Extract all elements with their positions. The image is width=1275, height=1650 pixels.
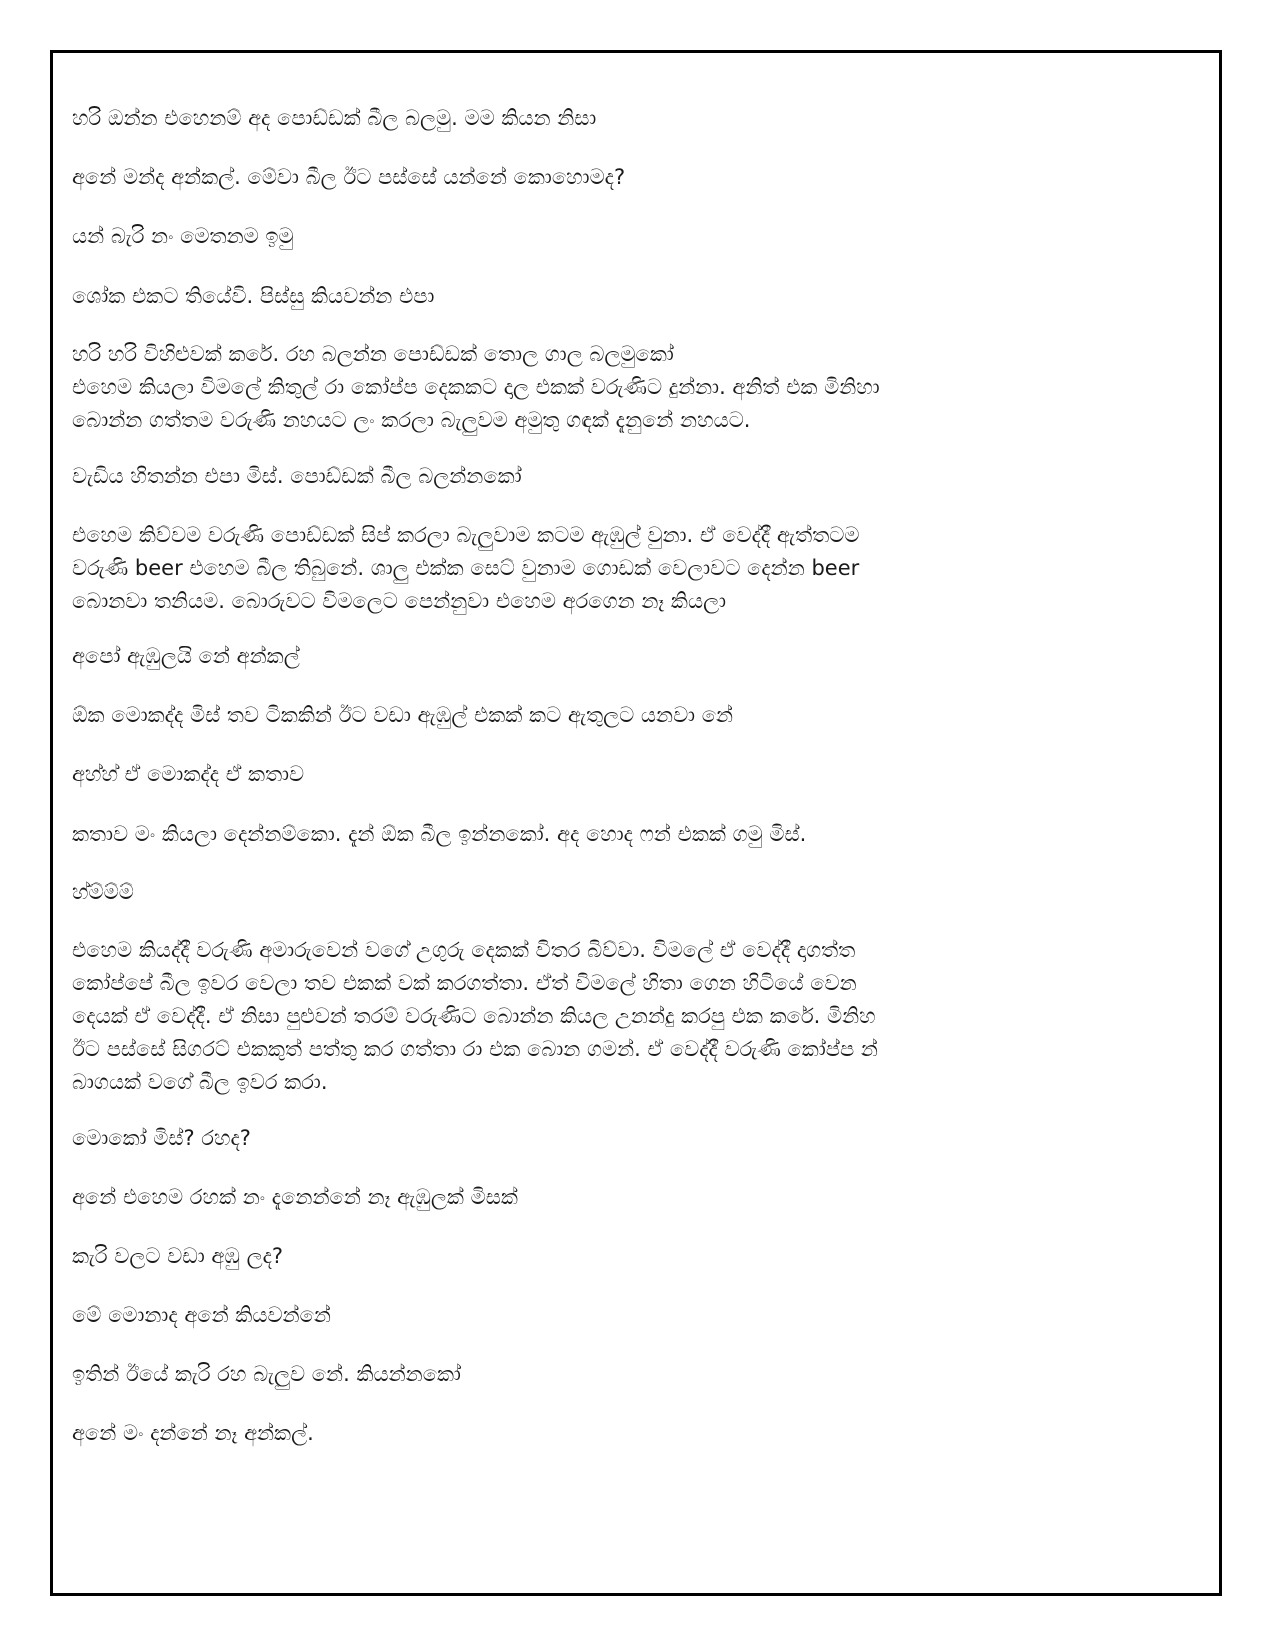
text-line: ශෝක එකට තියේවි. පිස්සු කියවන්න එපා	[72, 284, 435, 308]
text-line: හරි හරි විහිළුවක් කරේ. රහ බලන්න පොඩ්ඩක් තොල ගාල බලමුකෝ	[72, 342, 674, 366]
text-line: අනේ මං දන්නේ නෑ අන්කල්.	[72, 1421, 314, 1445]
paragraph-14	[72, 1122, 251, 1155]
paragraph-19	[72, 1417, 314, 1450]
text-line: එහෙම කියලා විමලේ කිතුල් රා කෝප්ප දෙකකට දාල එකක් වරුණිට දුන්නා. අනිත් එක මිනිහා	[72, 375, 880, 399]
paragraph-18	[72, 1358, 461, 1391]
text-line: අනේ මන්ද අන්කල්. මේවා බීල ඊට පස්සේ යන්නේ කොහොමද?	[72, 165, 626, 189]
paragraph-9	[72, 699, 733, 732]
paragraph-2	[72, 161, 625, 194]
paragraph-17	[72, 1299, 331, 1332]
text-line: කතාව මං කියලා දෙන්නම්කො. දැන් ඕක බීල ඉන්නකෝ. අද හොද ෆන් එකක් ගමු මිස්.	[72, 822, 807, 846]
text-line: ඉතින් ඊයේ කැරි රහ බැලුව නේ. කියන්නකෝ	[72, 1362, 461, 1386]
paragraph-4	[72, 280, 434, 313]
text-line: වරුණි beer එහෙම බීල තිබුනේ. ශාලු එක්ක සෙට් වුනාම ගොඩක් වෙලාවට දෙන්න beer	[72, 556, 860, 580]
text-line: අනේ එහෙම රහක් නං දැනෙන්නේ නෑ ඇඹුලක් මිසක්	[72, 1185, 518, 1209]
paragraph-8	[72, 640, 300, 673]
paragraph-6	[72, 460, 522, 493]
text-line: වැඩිය හිතන්න එපා මිස්. පොඩ්ඩක් බීල බලන්නකෝ	[72, 464, 522, 488]
paragraph-7	[72, 519, 859, 618]
paragraph-1	[72, 102, 596, 135]
text-line: එහෙම කිව්වම වරුණි පොඩ්ඩක් සිප් කරලා බැලුවාම කටම ඇඹුල් වුනා. ඒ වෙද්දී ඇත්තටම	[72, 523, 860, 547]
paragraph-3	[72, 220, 294, 253]
text-line: ඊට පස්සේ සිගරට් එකකුත් පත්තු කර ගත්තා රා එක බොන ගමන්. ඒ වෙද්දී වරුණි කෝප්ප න්	[72, 1037, 878, 1061]
text-line: කැරි වලට වඩා අඹු ලද?	[72, 1244, 284, 1268]
paragraph-10	[72, 758, 304, 791]
text-line: හරි ඔන්න එහෙනම් අද පොඩ්ඩක් බීල බලමු. මම කියන නිසා	[72, 106, 597, 130]
text-line: දෙයක් ඒ වෙද්දී. ඒ නිසා පුළුවන් තරම් වරුණිට බොන්න කියල උනන්දු කරපු එක කරේ. මිනිහ	[72, 1004, 876, 1028]
text-line: යන් බැරි නං මෙතනම ඉමු	[72, 224, 294, 248]
paragraph-13	[72, 934, 878, 1099]
text-line: බොනවා තනියම. බොරුවට විමලෙට පෙන්නුවා එහෙම අරගෙන නෑ කියලා	[72, 589, 727, 613]
text-line: බොන්න ගත්තම වරුණි නහයට ලං කරලා බැලුවම අමුතු ගඳක් දැනුනේ නහයට.	[72, 408, 751, 432]
text-line: අහ්හ් ඒ මොකද්ද ඒ කතාව	[72, 762, 305, 786]
text-line: අපෝ ඇඹුලයි නේ අන්කල්	[72, 644, 300, 668]
text-line: මොකෝ මිස්? රහද?	[72, 1126, 251, 1150]
text-line: හ්ම්ම්ම්	[72, 880, 134, 904]
paragraph-11	[72, 818, 806, 851]
paragraph-16	[72, 1240, 283, 1273]
paragraph-12	[72, 876, 134, 909]
text-line: එහෙම කියද්දී වරුණි අමාරුවෙන් වගේ උගුරු දෙකක් විතර බිව්වා. විමලේ ඒ වෙද්දී දාගත්ත	[72, 938, 856, 962]
text-line: මේ මොනාද අනේ කියවන්නේ	[72, 1303, 331, 1327]
paragraph-5	[72, 338, 880, 437]
text-line: ඕක මොකද්ද මිස් තව ටිකකින් ඊට වඩා ඇඹුල් එකක් කට ඇතුලට යනවා නේ	[72, 703, 734, 727]
paragraph-15	[72, 1181, 518, 1214]
text-line: කෝප්පේ බීල ඉවර වෙලා තව එකක් වක් කරගත්තා. ඒත් විමලේ හිතා ගෙන හිටියේ වෙන	[72, 971, 857, 995]
text-line: බාගයක් වගේ බීල ඉවර කරා.	[72, 1070, 328, 1094]
